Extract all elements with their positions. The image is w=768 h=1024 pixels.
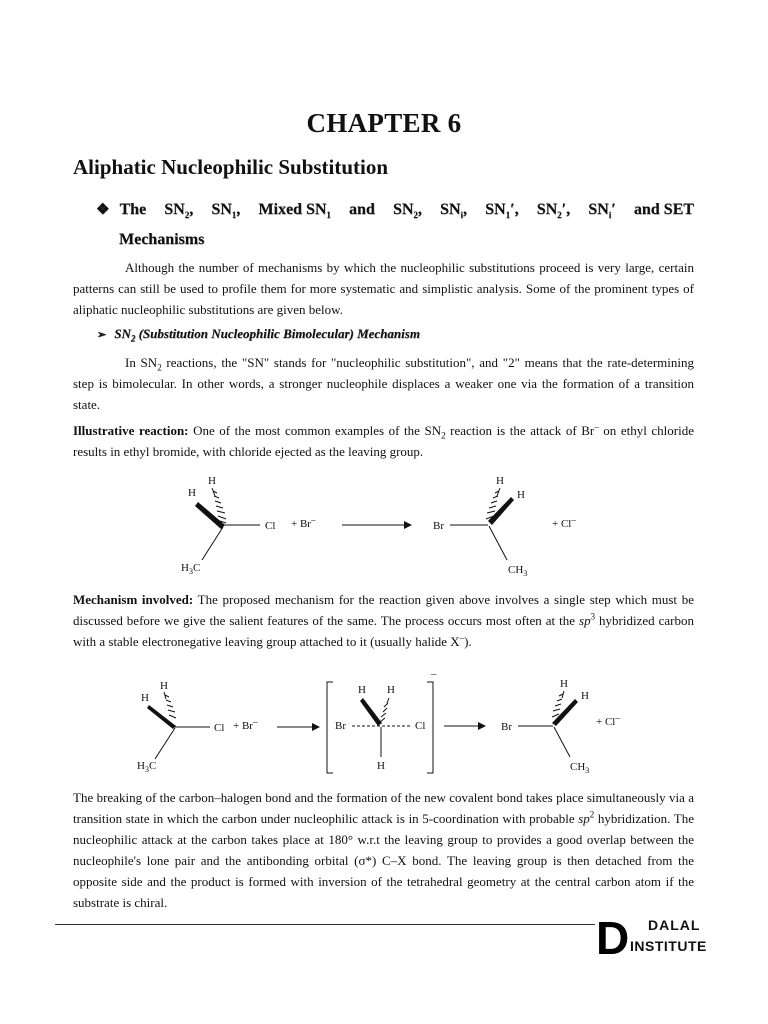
h-left-label: H: [141, 692, 149, 704]
logo-d-mark: D: [596, 912, 630, 964]
logo-dalal-text: DALAL: [648, 917, 701, 933]
plus-br-label: + Br–: [291, 515, 316, 530]
plus-cl-label: + Cl–: [552, 515, 576, 530]
br-label: Br: [433, 520, 444, 532]
h-top-label: H: [496, 475, 504, 487]
diamond-bullet-icon: ❖: [96, 202, 110, 218]
bullet-heading: ❖ The $SN_2$, $SN_1$, Mixed $SN_1$ and $SN_2$, $SN_i$, $SN_1'$, $SN_2'$, $SN_i'$ and SET Mechanisms: [96, 195, 694, 255]
reactant-molecule: [181, 475, 275, 576]
intro-paragraph: Although the number of mechanisms by which the nucleophilic substitutions proceed is very large, certain patterns can still be used to profile them for more systematic and simplistic analysis. Some of the prominent types of aliphatic nucleophilic substitutions are given below.: [73, 260, 694, 317]
ch3-label: $CH_3$: [570, 761, 590, 775]
dalal-institute-logo: [596, 914, 726, 964]
h-right-label: H: [517, 489, 525, 501]
plus-br-label: + Br–: [233, 717, 258, 732]
ts-cl-label: Cl: [415, 720, 426, 732]
mechanism-paragraph: Mechanism involved: The proposed mechanism for the reaction given above involves a single step which must be discussed before we give the salient features of the same. The process occurs most often at the $sp^3$ hybridized carbon with a stable electronegative leaving group attached to it (usually halide X–).: [73, 592, 695, 649]
h-top-label: H: [160, 680, 168, 692]
ch3-label: $CH_3$: [508, 564, 528, 578]
reaction-arrow: [342, 521, 412, 529]
footer-rule: [55, 924, 595, 925]
br-label: Br: [501, 721, 512, 733]
reaction-arrow: [277, 723, 320, 731]
mechanism-figure-2: [130, 665, 640, 780]
h3c-label: $H_3C$: [137, 760, 157, 774]
ts-h2-label: H: [387, 684, 395, 696]
section-title: Aliphatic Nucleophilic Substitution: [73, 155, 389, 179]
sn2-subheading: ➢ $SN_2$ (Substitution Nucleophilic Bimolecular) Mechanism: [97, 326, 420, 344]
product-molecule: [501, 678, 589, 775]
ts-h1-label: H: [358, 684, 366, 696]
cl-label: Cl: [214, 722, 225, 734]
sn2-paragraph: In $SN_2$ reactions, the "SN" stands for "nucleophilic substitution", and "2" means that the rate-determining step is bimolecular. In other words, a stronger nucleophile displaces a weaker one via the formation of a transition state.: [73, 355, 694, 412]
ts-br-label: Br: [335, 720, 346, 732]
cl-label: Cl: [265, 520, 276, 532]
arrow-bullet-icon: ➢: [97, 329, 107, 341]
h-right-label: H: [581, 690, 589, 702]
h3c-label: $H_3C$: [181, 562, 201, 576]
h-top-label: H: [560, 678, 568, 690]
h-left-label: H: [188, 487, 196, 499]
product-molecule: [433, 475, 527, 578]
reaction-arrow-2: [444, 722, 486, 730]
reaction-figure-1: [170, 470, 600, 580]
transition-state: [327, 668, 437, 773]
h-top-label: H: [208, 475, 216, 487]
ts-charge-label: –: [431, 668, 437, 680]
reactant-molecule: [137, 680, 224, 774]
plus-cl-label: + Cl–: [596, 713, 620, 728]
ts-h3-label: H: [377, 760, 385, 772]
logo-institute-text: INSTITUTE: [630, 938, 707, 954]
illustrative-paragraph: Illustrative reaction: One of the most common examples of the $SN_2$ reaction is the attack of Br– on ethyl chloride results in ethyl bromide, with chloride ejected as the leaving group.: [73, 421, 694, 459]
chapter-title: CHAPTER 6: [306, 108, 462, 138]
breaking-paragraph: The breaking of the carbon–halogen bond and the formation of the new covalent bond takes place simultaneously via a transition state in which the carbon under nucleophilic attack is in 5-coordination with probable $sp^2$ hybridization. The nucleophilic attack at the carbon takes place at 180° w.r.t the leaving group to provides a good overlap between the nucleophile's lone pair and the antibonding orbital (σ*) C–X bond. The leaving group is then detached from the opposite side and the product is formed with inversion of the tetrahedral geometry at the central carbon atom if the substrate is chiral.: [73, 790, 694, 910]
